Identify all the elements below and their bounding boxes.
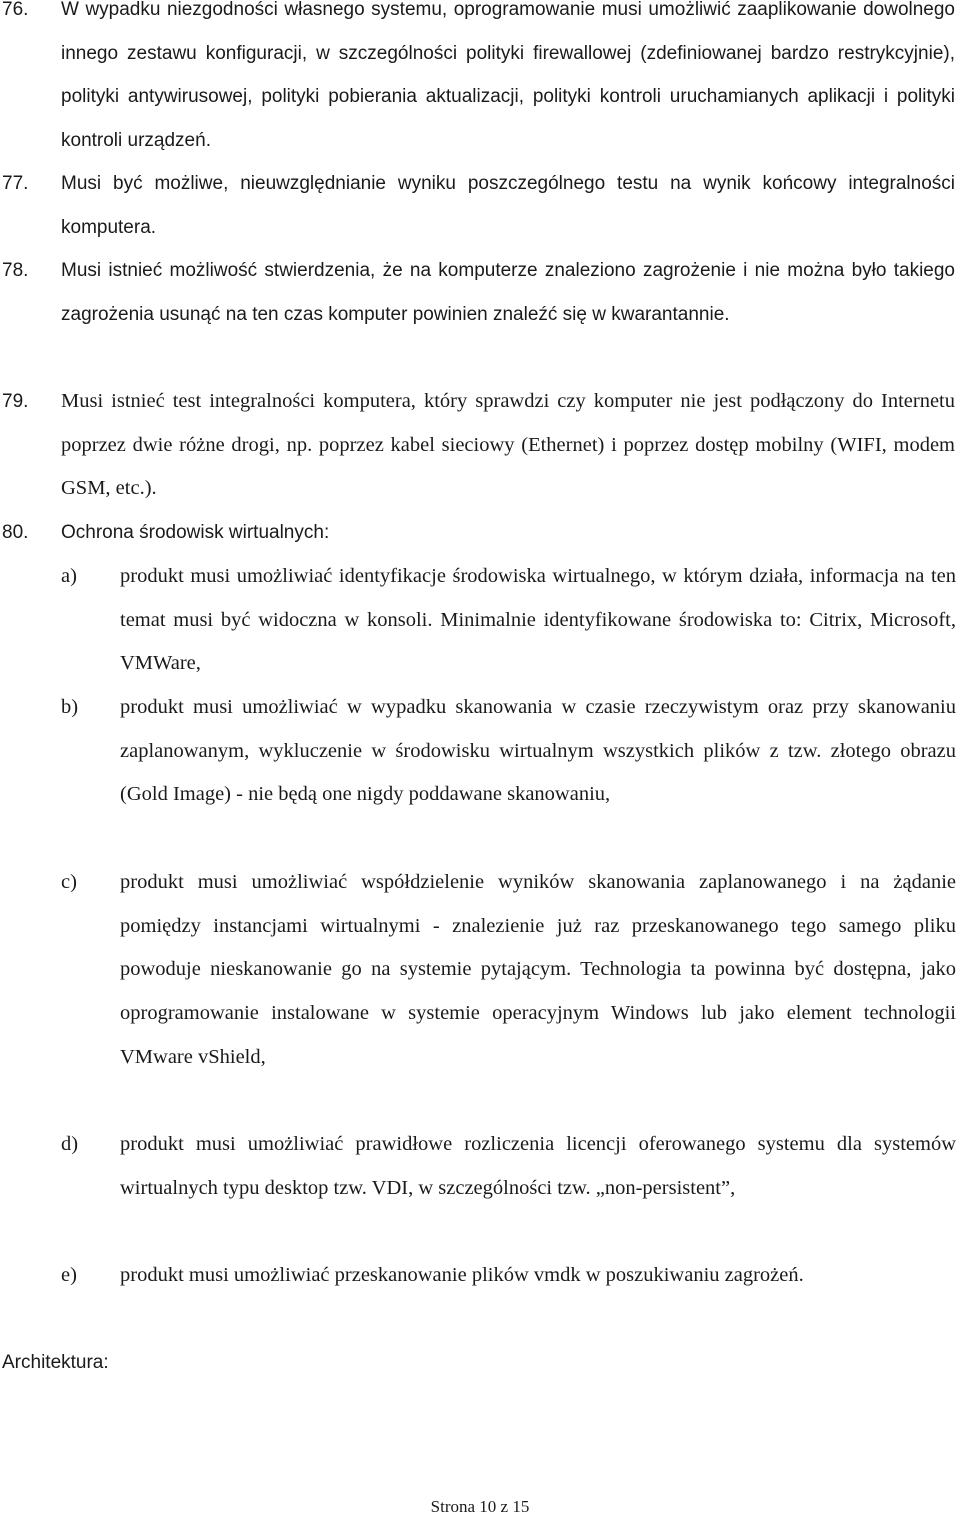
section-heading: Architektura: bbox=[2, 1352, 109, 1373]
sub-item-b bbox=[0, 686, 960, 861]
sub-item-d bbox=[0, 1123, 960, 1254]
sub-item-letter: a) bbox=[61, 565, 77, 587]
sub-item-letter: d) bbox=[61, 1133, 79, 1155]
list-item-78 bbox=[0, 249, 960, 380]
sub-item-text: produkt musi umożliwiać przeskanowanie plików vmdk w poszukiwaniu zagrożeń. bbox=[120, 1264, 804, 1286]
sub-item-e bbox=[0, 1254, 960, 1341]
sub-item-letter: c) bbox=[61, 871, 77, 893]
sub-item-c bbox=[0, 861, 960, 1123]
item-number: 78. bbox=[2, 260, 29, 281]
sub-item-text: produkt musi umożliwiać w wypadku skanowania w czasie rzeczywistym oraz przy skanowaniu zaplanowanym, wykluczenie w środowisku wirtualnym wszystkich plików z tzw. złotego obrazu (Gold Image) - nie będą one nigdy poddawane skanowaniu, bbox=[120, 696, 956, 806]
sub-item-text: produkt musi umożliwiać współdzielenie wyników skanowania zaplanowanego i na żądanie pomiędzy instancjami wirtualnymi - znalezienie już raz przeskanowanego tego samego pliku powoduje nieskanowanie go na systemie pytającym. Technologia ta powinna być dostępna, jako oprogramowanie instalowane w systemie operacyjnym Windows lub jako element technologii VMware vShield, bbox=[120, 871, 956, 1068]
item-number: 76. bbox=[2, 0, 29, 20]
list-item-76 bbox=[0, 0, 960, 162]
item-number: 77. bbox=[2, 173, 29, 194]
sub-list bbox=[0, 555, 960, 1341]
sub-item-a bbox=[0, 555, 960, 686]
item-text: W wypadku niezgodności własnego systemu, oprogramowanie musi umożliwić zaaplikowanie dowolnego innego zestawu konfiguracji, w szczególności polityki firewallowej (zdefiniowanej bardzo restrykcyjnie), polityki antywirusowej, polityki pobierania aktualizacji, polityki kontroli uruchamianych aplikacji i polityki kontroli urządzeń. bbox=[61, 0, 955, 151]
item-number: 80. bbox=[2, 522, 29, 543]
sub-item-letter: e) bbox=[61, 1264, 77, 1286]
item-number: 79. bbox=[2, 391, 29, 412]
list-item-80 bbox=[0, 511, 960, 555]
list-item-79 bbox=[0, 380, 960, 511]
item-text: Musi być możliwe, nieuwzględnianie wyniku poszczególnego testu na wynik końcowy integralności komputera. bbox=[61, 173, 955, 238]
item-text: Musi istnieć test integralności komputera, który sprawdzi czy komputer nie jest podłączony do Internetu poprzez dwie różne drogi, np. poprzez kabel sieciowy (Ethernet) i poprzez dostęp mobilny (WIFI, modem GSM, etc.). bbox=[61, 390, 955, 499]
item-text: Ochrona środowisk wirtualnych: bbox=[61, 522, 330, 543]
list-item-77 bbox=[0, 162, 960, 249]
item-text: Musi istnieć możliwość stwierdzenia, że na komputerze znaleziono zagrożenie i nie można było takiego zagrożenia usunąć na ten czas komputer powinien znaleźć się w kwarantannie. bbox=[61, 260, 955, 325]
sub-item-letter: b) bbox=[61, 696, 79, 718]
sub-item-text: produkt musi umożliwiać identyfikacje środowiska wirtualnego, w którym działa, informacja na ten temat musi być widoczna w konsoli. Minimalnie identyfikowane środowiska to: Citrix, Microsoft, VMWare, bbox=[120, 565, 956, 675]
sub-item-text: produkt musi umożliwiać prawidłowe rozliczenia licencji oferowanego systemu dla systemów wirtualnych typu desktop tzw. VDI, w szczególności tzw. „non-persistent”, bbox=[120, 1133, 956, 1199]
page-footer: Strona 10 z 15 bbox=[430, 1497, 530, 1516]
